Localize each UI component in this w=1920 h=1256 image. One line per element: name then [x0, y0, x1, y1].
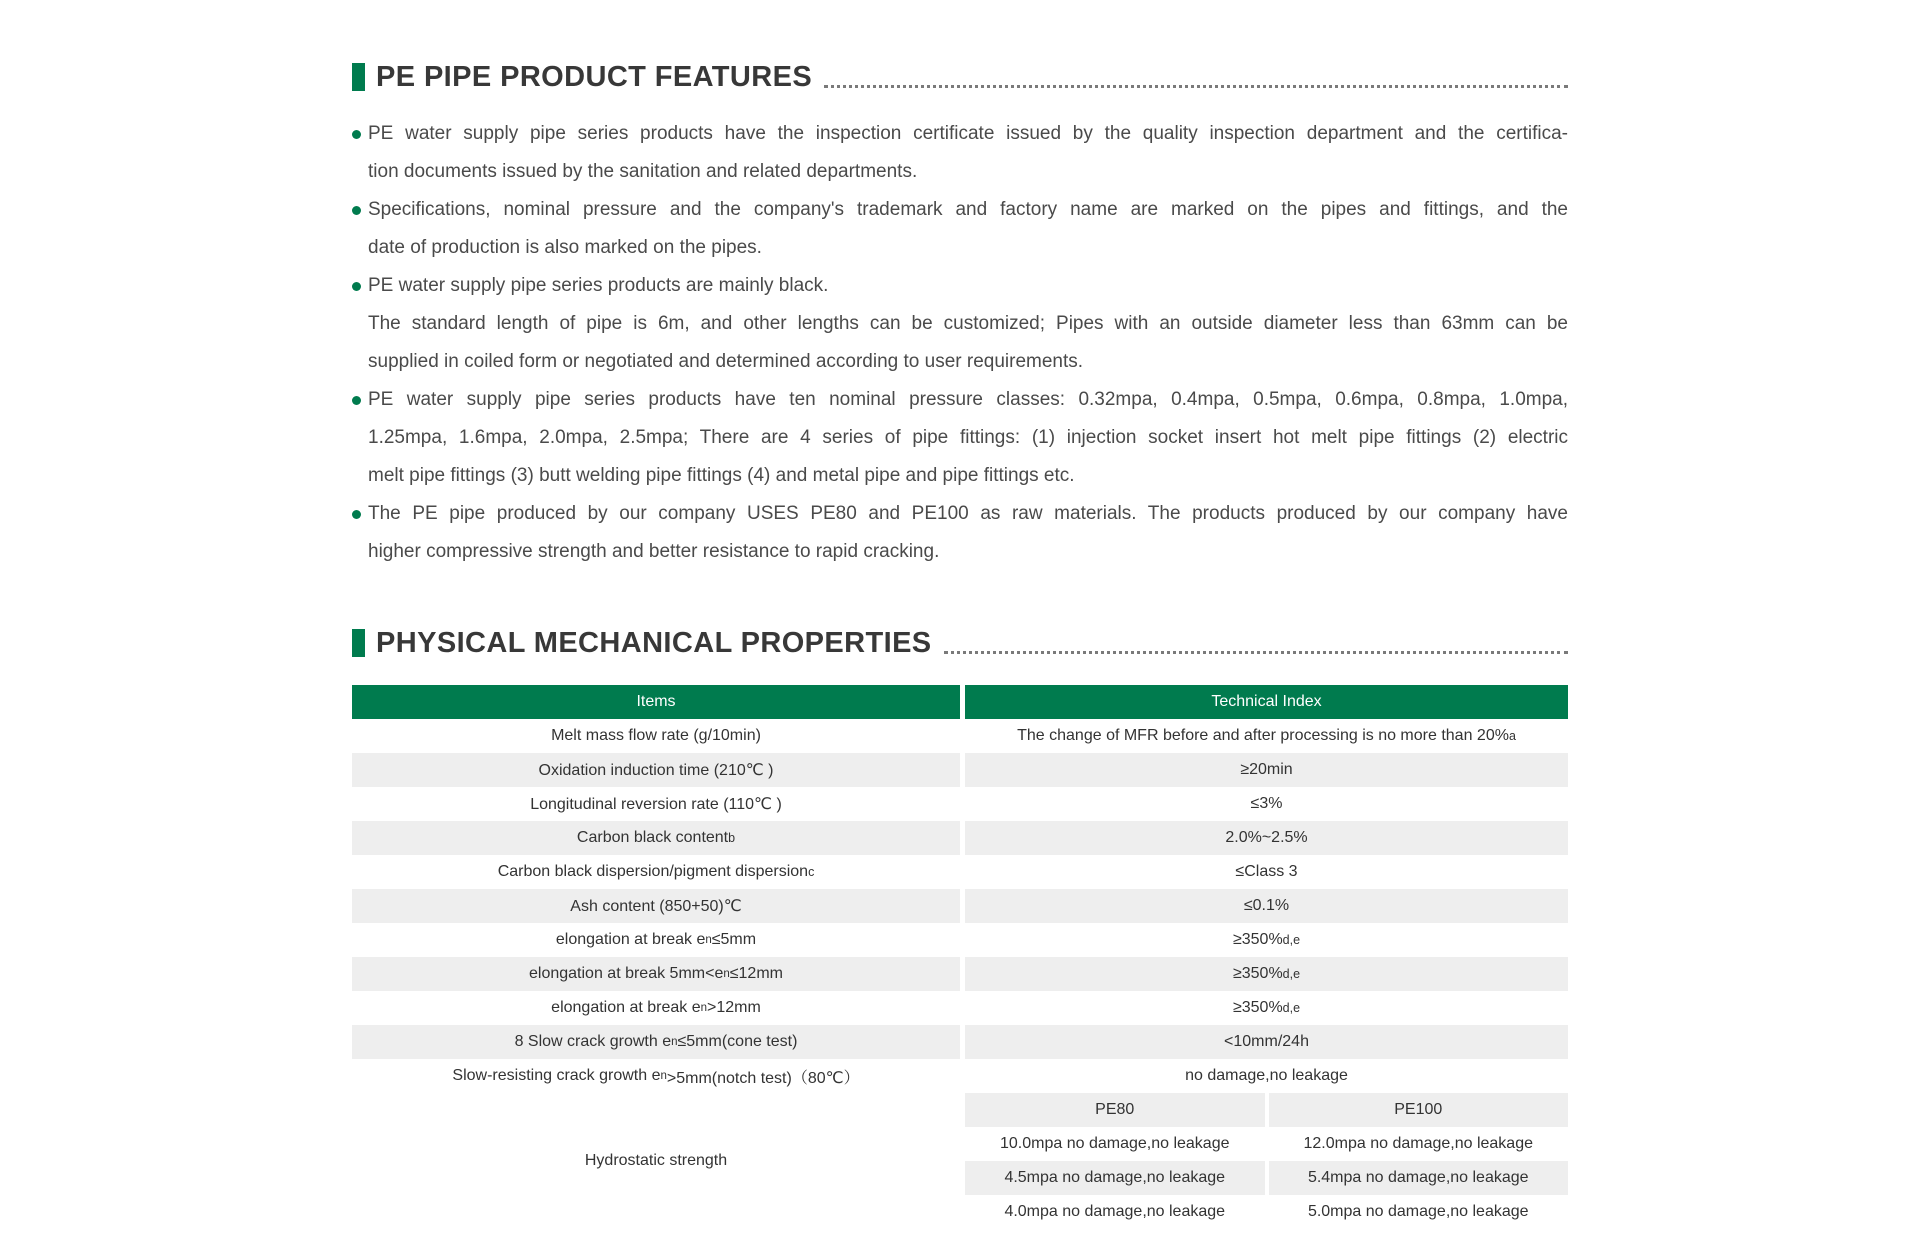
dotted-leader-line	[824, 85, 1568, 88]
feature-item	[352, 115, 1568, 191]
bullet-dot-icon	[352, 206, 361, 215]
pe100-value: 5.4mpa no damage,no leakage	[1269, 1161, 1569, 1195]
table-row	[352, 753, 1568, 787]
feature-item	[352, 191, 1568, 267]
item-cell: Carbon black content b	[352, 821, 960, 855]
feature-line: higher compressive strength and better resistance to rapid cracking.	[368, 541, 940, 562]
pe80-value: 4.0mpa no damage,no leakage	[1004, 1203, 1226, 1220]
feature-line: supplied in coiled form or negotiated and determined according to user requirements.	[368, 351, 1084, 372]
feature-line: PE water supply pipe series products are mainly black.	[368, 275, 829, 296]
feature-line: The PE pipe produced by our company USES PE80 and PE100 as raw materials. The products produced by our company have	[368, 503, 1568, 524]
feature-line: date of production is also marked on the pipes.	[368, 237, 762, 258]
subtable-header-row	[965, 1093, 1568, 1127]
feature-line: PE water supply pipe series products have the inspection certificate issued by the quality inspection department and the certifica-	[368, 123, 1568, 144]
item-cell: Oxidation induction time (210℃ )	[352, 753, 960, 787]
subtable-row	[965, 1161, 1568, 1195]
pe80-value: 4.5mpa no damage,no leakage	[965, 1161, 1265, 1195]
item-cell: Melt mass flow rate (g/10min)	[551, 727, 761, 744]
feature-item	[352, 267, 1568, 305]
item-cell: elongation at break e n ≤5mm	[555, 931, 757, 948]
index-cell: ≥350% d,e	[1232, 999, 1301, 1016]
feature-line: PE water supply pipe series products have ten nominal pressure classes: 0.32mpa, 0.4mpa, 0.5mpa, 0.6mpa, 0.8mpa, 1.0mpa,	[368, 389, 1568, 410]
index-cell: ≥20min	[965, 753, 1568, 787]
index-cell: ≥350% d,e	[965, 957, 1568, 991]
table-row	[352, 957, 1568, 991]
feature-line: tion documents issued by the sanitation and related departments.	[368, 161, 918, 182]
subtable-row	[965, 1195, 1568, 1229]
feature-item	[352, 495, 1568, 571]
section-title-properties: PHYSICAL MECHANICAL PROPERTIES	[376, 626, 932, 659]
table-header-technical-index: Technical Index	[965, 685, 1568, 719]
dotted-leader-line	[944, 651, 1568, 654]
index-cell: 2.0%~2.5%	[965, 821, 1568, 855]
table-row	[352, 889, 1568, 923]
index-cell: <10mm/24h	[965, 1025, 1568, 1059]
table-row	[352, 821, 1568, 855]
feature-line: melt pipe fittings (3) butt welding pipe fittings (4) and metal pipe and pipe fittings etc.	[368, 465, 1075, 486]
table-header-row	[352, 685, 1568, 719]
item-cell: Longitudinal reversion rate (110℃ )	[530, 796, 782, 813]
subtable-row	[965, 1127, 1568, 1161]
pe80-value: 10.0mpa no damage,no leakage	[999, 1135, 1230, 1152]
item-cell: 8 Slow crack growth e n ≤5mm(cone test)	[352, 1025, 960, 1059]
item-cell: Carbon black dispersion/pigment dispersion c	[497, 863, 815, 880]
feature-item	[352, 381, 1568, 495]
feature-line: The standard length of pipe is 6m, and other lengths can be customized; Pipes with an outside diameter less than 63mm can be	[368, 313, 1568, 334]
item-cell: elongation at break e n >12mm	[551, 999, 761, 1016]
table-row	[352, 1059, 1568, 1093]
hydrostatic-strength-block	[352, 1093, 1568, 1229]
table-row	[352, 923, 1568, 957]
index-cell: The change of MFR before and after processing is no more than 20% a	[1017, 727, 1516, 744]
index-cell: no damage,no leakage	[1185, 1067, 1348, 1084]
item-cell: Ash content (850+50)℃	[352, 889, 960, 923]
table-row	[352, 991, 1568, 1025]
bullet-dot-icon	[352, 396, 361, 405]
bullet-dot-icon	[352, 282, 361, 291]
section-marker-icon	[352, 629, 365, 657]
feature-item-continuation	[352, 305, 1568, 381]
section-header-properties	[352, 624, 1568, 662]
bullet-dot-icon	[352, 130, 361, 139]
hydrostatic-strength-label: Hydrostatic strength	[352, 1093, 960, 1229]
section-title-features: PE PIPE PRODUCT FEATURES	[376, 60, 813, 93]
item-cell: Slow-resisting crack growth e n >5mm(notch test)（80℃）	[452, 1067, 860, 1087]
table-row	[352, 1025, 1568, 1059]
feature-line: Specifications, nominal pressure and the company's trademark and factory name are marked on the pipes and fittings, and the	[368, 199, 1568, 220]
table-row	[352, 855, 1568, 889]
hydrostatic-strength-subtable	[965, 1093, 1568, 1229]
item-cell: elongation at break 5mm<e n ≤12mm	[352, 957, 960, 991]
pe80-header: PE80	[965, 1093, 1265, 1127]
index-cell: ≤Class 3	[1235, 863, 1298, 880]
table-row	[352, 719, 1568, 753]
index-cell: ≤3%	[1250, 795, 1283, 812]
pe100-value: 5.0mpa no damage,no leakage	[1307, 1203, 1529, 1220]
index-cell: ≥350% d,e	[1232, 931, 1301, 948]
table-header-items: Items	[352, 685, 960, 719]
table-row	[352, 787, 1568, 821]
features-list	[352, 115, 1568, 571]
section-marker-icon	[352, 63, 365, 91]
index-cell: ≤0.1%	[965, 889, 1568, 923]
feature-line: 1.25mpa, 1.6mpa, 2.0mpa, 2.5mpa; There are 4 series of pipe fittings: (1) injection socket insert hot melt pipe fittings (2) electric	[368, 427, 1568, 448]
section-header-features	[352, 58, 1568, 96]
properties-table	[352, 685, 1568, 1229]
bullet-dot-icon	[352, 510, 361, 519]
pe100-value: 12.0mpa no damage,no leakage	[1303, 1135, 1533, 1152]
pe100-header: PE100	[1269, 1093, 1569, 1127]
